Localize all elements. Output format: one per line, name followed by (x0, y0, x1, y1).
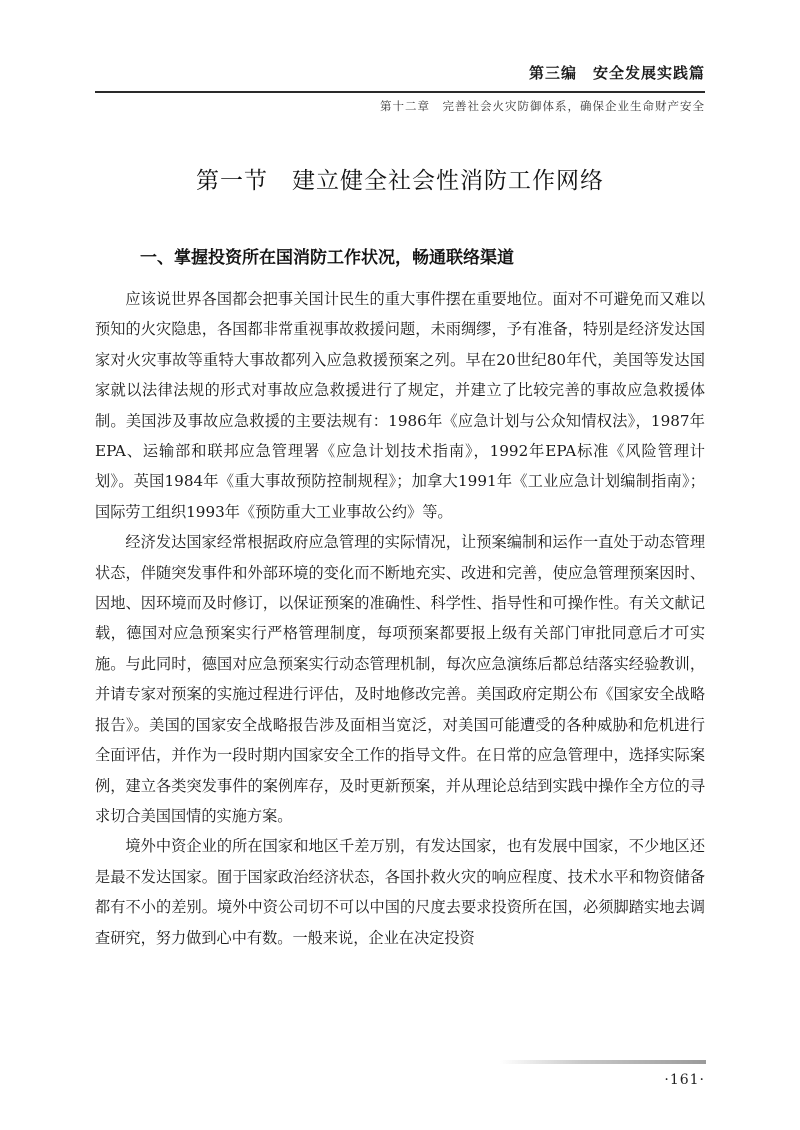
running-header (95, 62, 705, 114)
body-text (95, 284, 705, 953)
paragraph: 境外中资企业的所在国家和地区千差万别，有发达国家，也有发展中国家，不少地区还是最不发达国家。囿于国家政治经济状态，各国扑救火灾的响应程度、技术水平和物资储备都有不小的差别。境外中资公司切不可以中国的尺度去要求投资所在国，必须脚踏实地去调查研究，努力做到心中有数。一般来说，企业在决定投资 (95, 837, 705, 947)
footer-rule (500, 1060, 706, 1064)
paragraph: 经济发达国家经常根据政府应急管理的实际情况，让预案编制和运作一直处于动态管理状态，伴随突发事件和外部环境的变化而不断地充实、改进和完善，使应急管理预案因时、因地、因环境而及时修订，以保证预案的准确性、科学性、指导性和可操作性。有关文献记载，德国对应急预案实行严格管理制度，每项预案都要报上级有关部门审批同意后才可实施。与此同时，德国对应急预案实行动态管理机制，每次应急演练后都总结落实经验教训，并请专家对预案的实施过程进行评估，及时地修改完善。美国政府定期公布《国家安全战略报告》。美国的国家安全战略报告涉及面相当宽泛，对美国可能遭受的各种威胁和危机进行全面评估，并作为一段时期内国家安全工作的指导文件。在日常的应急管理中，选择实际案例，建立各类突发事件的案例库存，及时更新预案，并从理论总结到实践中操作全方位的寻求切合美国国情的实施方案。 (95, 533, 705, 825)
chapter-title: 第十二章 完善社会火灾防御体系，确保企业生命财产安全 (380, 99, 705, 113)
section-title: 第一节 建立健全社会性消防工作网络 (196, 168, 604, 194)
page-number: ·161· (664, 1072, 705, 1088)
part-title: 第三编 安全发展实践篇 (528, 64, 705, 82)
subsection-title: 一、掌握投资所在国消防工作状况，畅通联络渠道 (140, 248, 514, 268)
paragraph: 应该说世界各国都会把事关国计民生的重大事件摆在重要地位。面对不可避免而又难以预知的火灾隐患，各国都非常重视事故救援问题，未雨绸缪，予有准备，特别是经济发达国家对火灾事故等重特大事故都列入应急救援预案之列。早在20世纪80年代，美国等发达国家就以法律法规的形式对事故应急救援进行了规定，并建立了比较完善的事故应急救援体制。美国涉及事故应急救援的主要法规有：1986年《应急计划与公众知情权法》，1987年EPA、运输部和联邦应急管理署《应急计划技术指南》，1992年EPA标准《风险管理计划》。英国1984年《重大事故预防控制规程》；加拿大1991年《工业应急计划编制指南》；国际劳工组织1993年《预防重大工业事故公约》等。 (95, 290, 705, 521)
